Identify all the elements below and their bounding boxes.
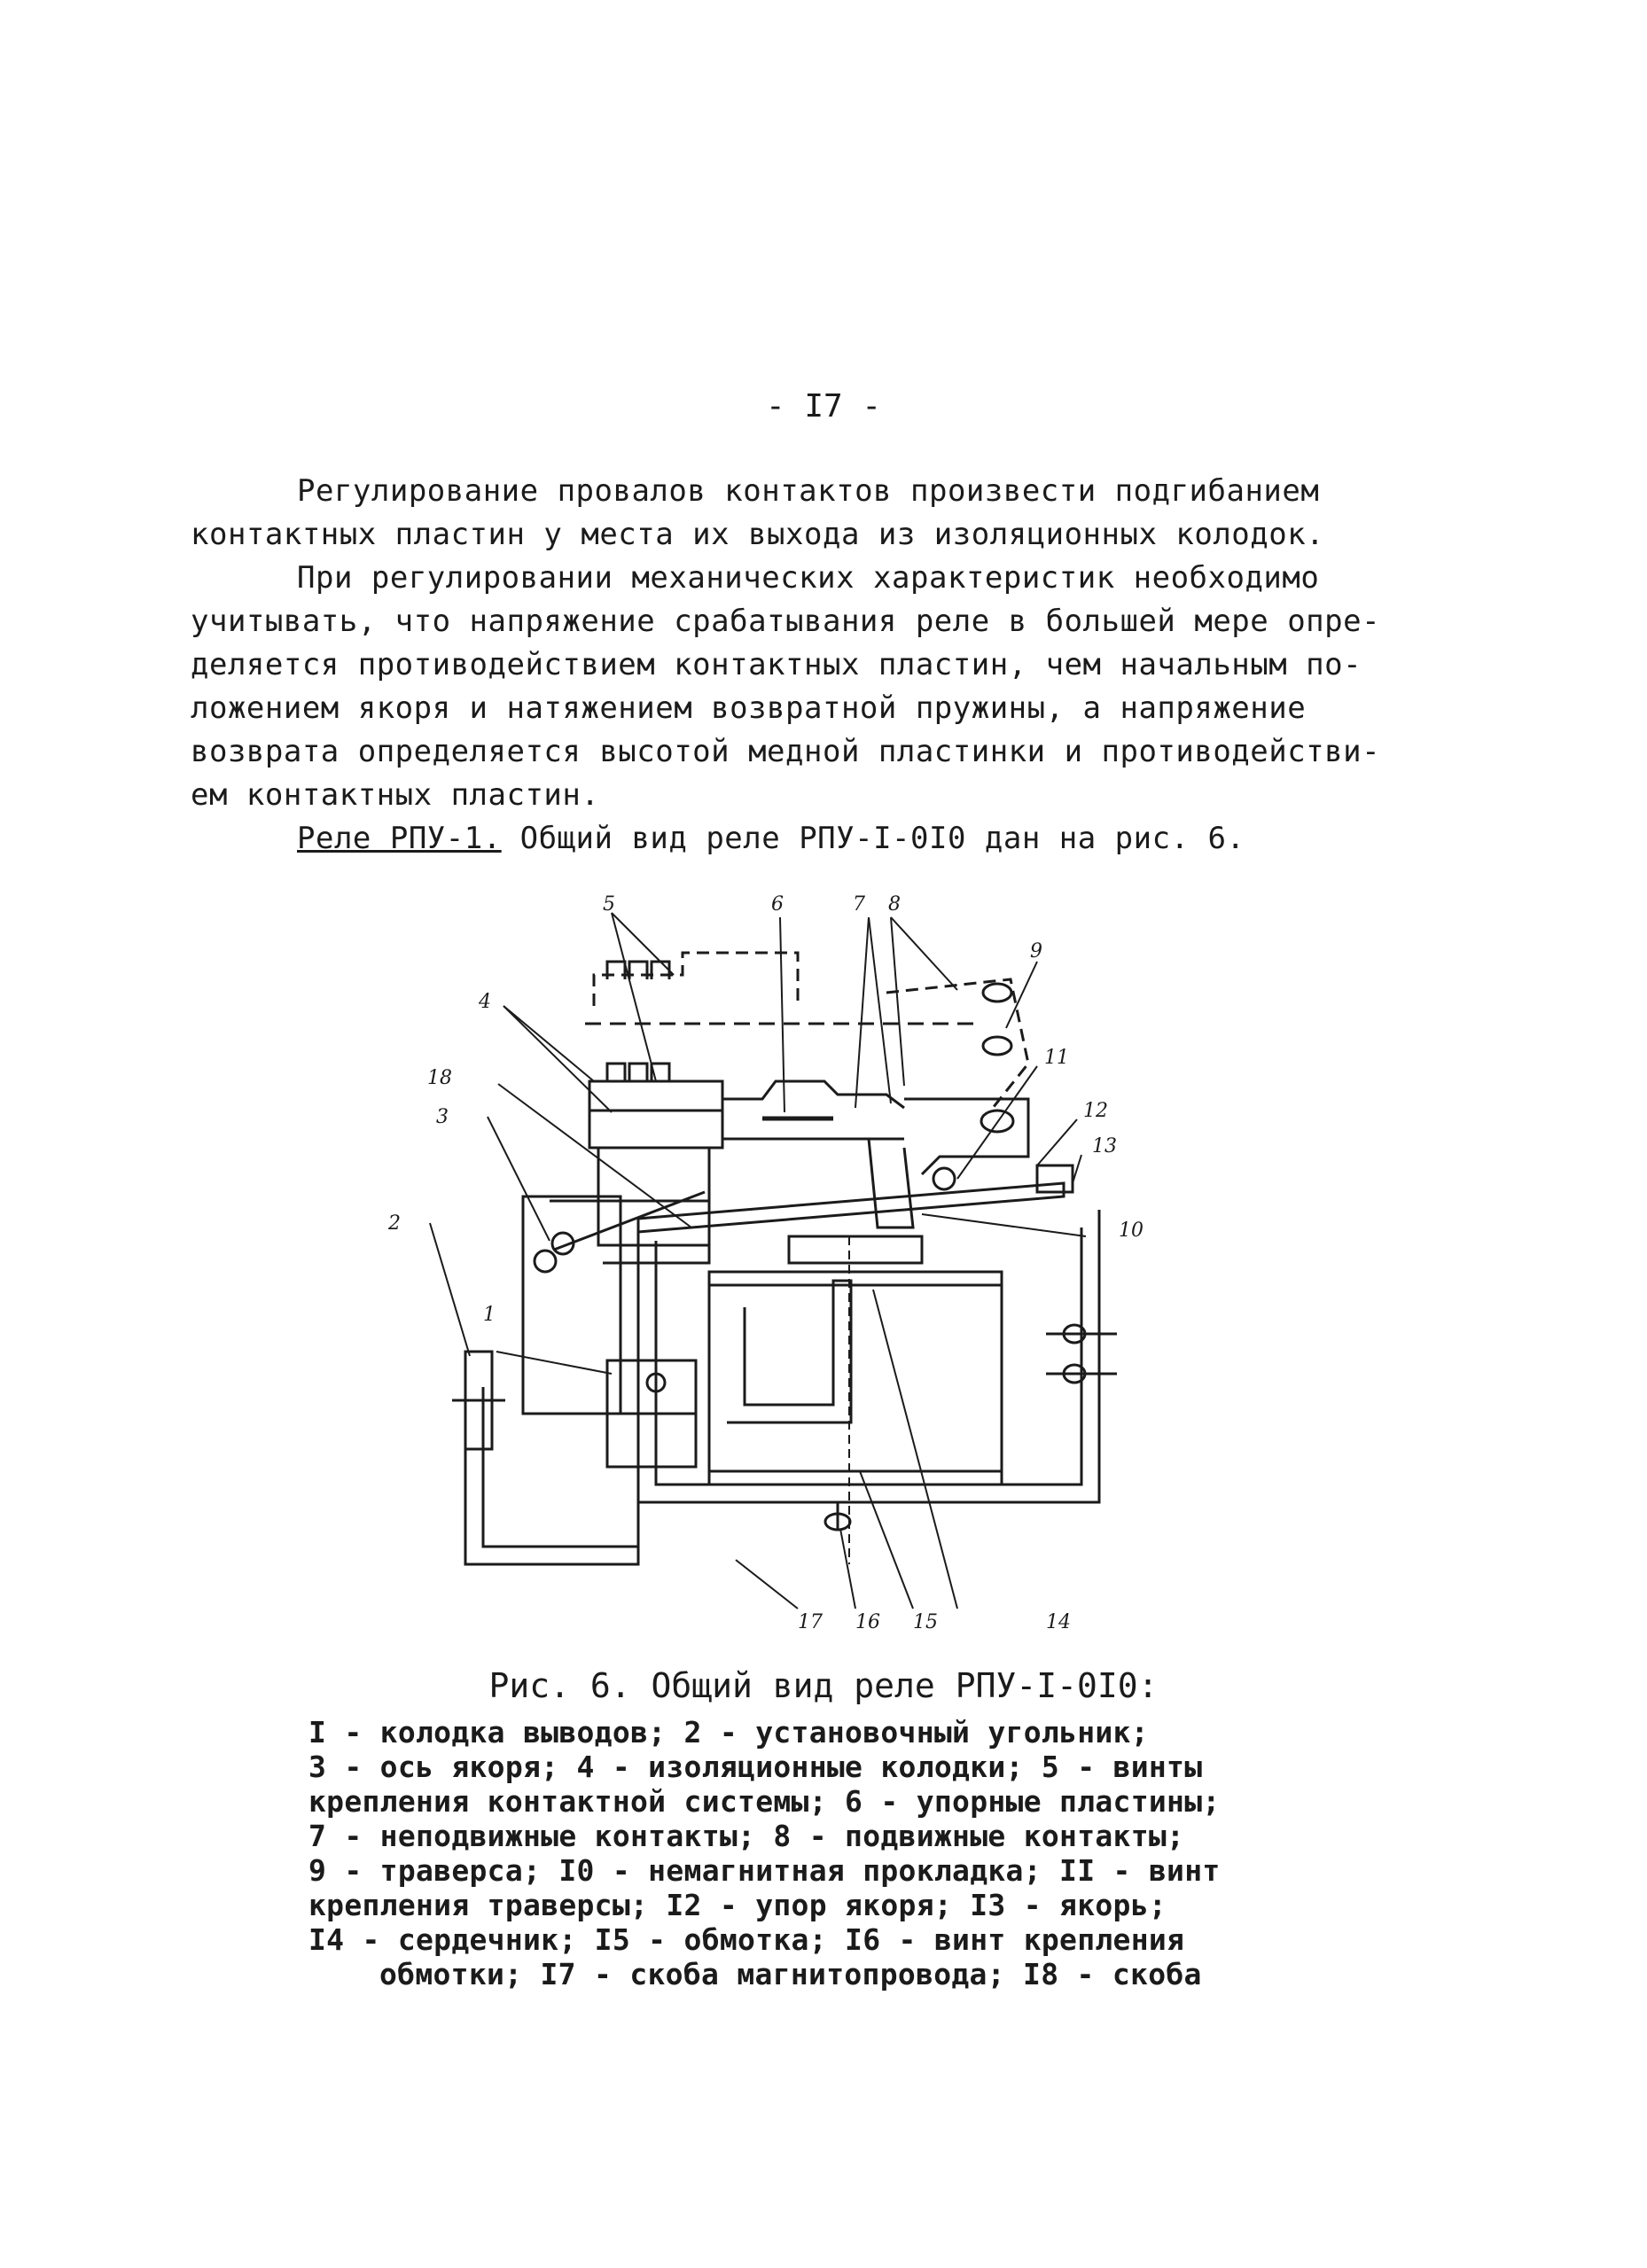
text-line: контактных пластин у места их выхода из изоляционных колодок. — [191, 517, 1325, 552]
legend-line: 3 - ось якоря; 4 - изоляционные колодки; 5 - винты — [308, 1750, 1203, 1784]
figure-label-5: 5 — [603, 893, 615, 916]
figure-label-12: 12 — [1083, 1100, 1108, 1122]
figure-label-1: 1 — [483, 1304, 496, 1326]
text-line: учитывать, что напряжение срабатывания реле в большей мере опре- — [191, 604, 1381, 639]
figure-label-16: 16 — [855, 1611, 880, 1633]
insulation-block — [589, 1081, 722, 1148]
legend-line: I4 - сердечник; I5 - обмотка; I6 - винт крепления — [308, 1922, 1185, 1957]
relay-drawing — [337, 891, 1241, 1635]
figure-caption-title: Рис. 6. Общий вид реле РПУ-I-0I0: — [488, 1666, 1159, 1705]
figure-label-14: 14 — [1046, 1611, 1071, 1633]
text-line: При регулировании механических характеристик необходимо — [297, 560, 1320, 596]
figure-label-10: 10 — [1119, 1220, 1144, 1242]
text-line: возврата определяется высотой медной пластинки и противодействи- — [191, 734, 1381, 769]
legend-line: обмотки; I7 - скоба магнитопровода; I8 - скоба — [379, 1957, 1202, 1991]
magnetic-circuit-bracket — [638, 1210, 1099, 1502]
winding — [709, 1272, 1002, 1485]
figure-label-7: 7 — [853, 893, 865, 916]
figure-label-9: 9 — [1030, 940, 1042, 963]
body-text — [191, 470, 1467, 861]
figure-label-11: 11 — [1044, 1047, 1069, 1069]
core — [727, 1281, 851, 1422]
relay-drawing-svg — [337, 891, 1241, 1635]
traverse — [904, 1099, 1028, 1174]
section-heading: Реле РПУ-1. — [297, 821, 502, 856]
top-screws — [607, 962, 669, 1081]
figure-label-2: 2 — [388, 1212, 401, 1235]
text-line: деляется противодействием контактных пластин, чем начальным по- — [191, 647, 1362, 682]
figure-label-6: 6 — [771, 893, 784, 916]
legend-line: 9 - траверса; I0 - немагнитная прокладка; II - винт — [308, 1853, 1221, 1888]
figure-label-3: 3 — [436, 1106, 449, 1128]
text-line: Регулирование провалов контактов произвести подгибанием — [297, 473, 1320, 509]
section-heading-line — [191, 817, 1467, 861]
legend-line: крепления контактной системы; 6 - упорные пластины; — [308, 1784, 1221, 1819]
figure-label-13: 13 — [1092, 1135, 1117, 1157]
armature-stop — [1037, 1165, 1073, 1192]
page-number: - I7 - — [765, 388, 882, 425]
contact-plates — [722, 1081, 904, 1108]
figure-label-8: 8 — [888, 893, 901, 916]
figure-label-18: 18 — [427, 1067, 452, 1089]
figure-legend — [308, 1715, 1372, 1991]
figure-label-17: 17 — [798, 1611, 823, 1633]
bracket-18 — [550, 1201, 709, 1263]
legend-line: крепления траверсы; I2 - упор якоря; I3 - якорь; — [308, 1888, 1167, 1922]
leader-lines — [430, 913, 1086, 1609]
figure-label-4: 4 — [479, 991, 491, 1013]
text-line: ем контактных пластин. — [191, 777, 600, 813]
legend-line: I - колодка выводов; 2 - установочный угольник; — [308, 1715, 1149, 1750]
section-heading-rest: Общий вид реле РПУ-I-0I0 дан на рис. 6. — [501, 821, 1245, 856]
legend-line: 7 - неподвижные контакты; 8 - подвижные контакты; — [308, 1819, 1185, 1853]
figure-label-15: 15 — [913, 1611, 938, 1633]
text-line: ложением якоря и натяжением возвратной пружины, а напряжение — [191, 690, 1307, 726]
core-top — [789, 1236, 922, 1263]
